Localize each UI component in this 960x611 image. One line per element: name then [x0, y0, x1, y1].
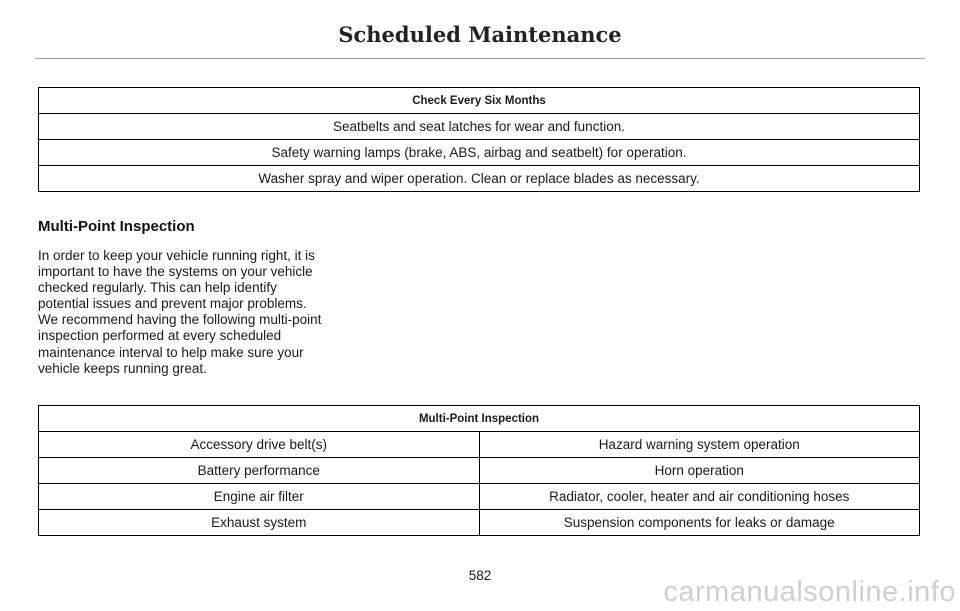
multi-point-inspection-table: [38, 405, 920, 536]
table-cell: Seatbelts and seat latches for wear and function.: [39, 114, 920, 140]
table-cell: Engine air filter: [39, 484, 480, 510]
table-row: [39, 140, 920, 166]
table-cell: Battery performance: [39, 458, 480, 484]
table-row: [39, 166, 920, 192]
section-heading: Multi-Point Inspection: [38, 218, 195, 235]
table-cell: Exhaust system: [39, 510, 480, 536]
table-cell: Accessory drive belt(s): [39, 432, 480, 458]
table-row: [39, 114, 920, 140]
table-row: [39, 484, 920, 510]
page-title: Scheduled Maintenance: [338, 22, 622, 47]
page-number: 582: [468, 568, 492, 583]
intro-paragraph: In order to keep your vehicle running right, it is important to have the systems on your vehicle checked regularly. This can help identify potential issues and prevent major problems. We recommend having the following multi-point inspection performed at every scheduled maintenance interval to help make sure your vehicle keeps running great.: [38, 248, 322, 376]
table-cell: Suspension components for leaks or damage: [479, 510, 920, 536]
six-months-table: [38, 87, 920, 192]
table-cell: Horn operation: [479, 458, 920, 484]
watermark: carmanualsonline.info: [663, 576, 956, 608]
table-cell: Radiator, cooler, heater and air conditioning hoses: [479, 484, 920, 510]
title-divider: [35, 58, 925, 59]
six-months-table-heading: Check Every Six Months: [39, 88, 920, 114]
table-cell: Hazard warning system operation: [479, 432, 920, 458]
mpi-table-heading: Multi-Point Inspection: [39, 406, 920, 432]
table-cell: Safety warning lamps (brake, ABS, airbag and seatbelt) for operation.: [39, 140, 920, 166]
table-row: [39, 432, 920, 458]
table-row: [39, 458, 920, 484]
table-cell: Washer spray and wiper operation. Clean or replace blades as necessary.: [39, 166, 920, 192]
table-row: [39, 510, 920, 536]
